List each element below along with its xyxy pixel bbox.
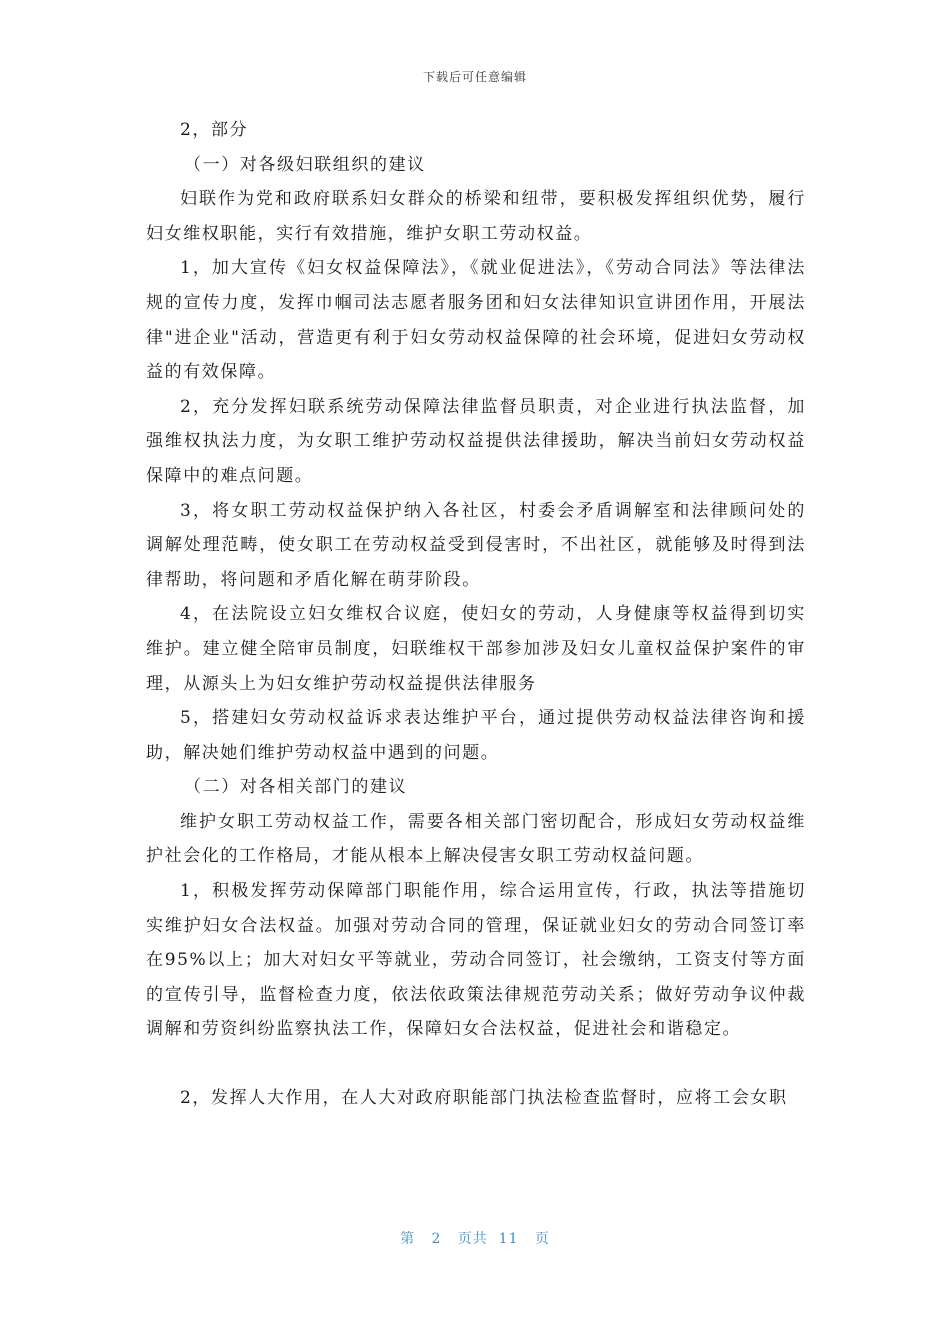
document-body [146, 113, 806, 1116]
paragraph-intro-women-federation: 妇联作为党和政府联系妇女群众的桥梁和纽带，要积极发挥组织优势，履行妇女维权职能，实行有效措施，维护女职工劳动权益。 [146, 189, 806, 244]
paragraph-intro-departments: 维护女职工劳动权益工作，需要各相关部门密切配合，形成妇女劳动权益维护社会化的工作格局，才能从根本上解决侵害女职工劳动权益问题。 [146, 811, 806, 867]
total-pages-number: 11 [498, 1231, 519, 1247]
paragraph-item-4-court: 4，在法院设立妇女维权合议庭，使妇女的劳动，人身健康等权益得到切实维护。建立健全陪审员制度，妇联维权干部参加涉及妇女儿童权益保护案件的审理，从源头上为妇女维护劳动权益提供法律服务 [146, 604, 806, 694]
paragraph-item-2-supervision: 2，充分发挥妇联系统劳动保障法律监督员职责，对企业进行执法监督，加强维权执法力度，为女职工维护劳动权益提供法律援助，解决当前妇女劳动权益保障中的难点问题。 [146, 396, 806, 486]
page-label-suffix: 页 [534, 1231, 550, 1247]
section-number: 2，部分 [180, 120, 249, 140]
subsection-heading-departments: （二）对各相关部门的建议 [184, 777, 408, 798]
paragraph-item-5-platform: 5，搭建妇女劳动权益诉求表达维护平台，通过提供劳动权益法律咨询和援助，解决她们维护劳动权益中遇到的问题。 [146, 708, 806, 763]
paragraph-dept-item-2-congress: 2，发挥人大作用，在人大对政府职能部门执法检查监督时，应将工会女职 [180, 1088, 788, 1109]
paragraph-item-3-community: 3，将女职工劳动权益保护纳入各社区，村委会矛盾调解室和法律顾问处的调解处理范畴，使女职工在劳动权益受到侵害时，不出社区，就能够及时得到法律帮助，将问题和矛盾化解在萌芽阶段。 [146, 500, 806, 590]
page-footer [0, 1228, 950, 1248]
current-page-number: 2 [431, 1231, 442, 1247]
paragraph-item-1-publicity: 1，加大宣传《妇女权益保障法》，《就业促进法》，《劳动合同法》等法律法规的宣传力度，发挥巾帼司法志愿者服务团和妇女法律知识宣讲团作用，开展法律"进企业"活动，营造更有利于妇女劳动权益保障的社会环境，促进妇女劳动权益的有效保障。 [146, 258, 806, 383]
subsection-heading-women-federation: （一）对各级妇联组织的建议 [184, 154, 426, 175]
page-label-prefix: 第 [400, 1231, 416, 1247]
paragraph-dept-item-1-labor: 1，积极发挥劳动保障部门职能作用，综合运用宣传，行政，执法等措施切实维护妇女合法权益。加强对劳动合同的管理，保证就业妇女的劳动合同签订率在95%以上；加大对妇女平等就业，劳动合同签订，社会缴纳，工资支付等方面的宣传引导，监督检查力度，依法依政策法律规范劳动关系；做好劳动争议仲裁调解和劳资纠纷监察执法工作，保障妇女合法权益，促进社会和谐稳定。 [146, 881, 806, 1040]
header-note: 下载后可任意编辑 [422, 70, 527, 84]
page-label-mid: 页共 [457, 1231, 488, 1247]
